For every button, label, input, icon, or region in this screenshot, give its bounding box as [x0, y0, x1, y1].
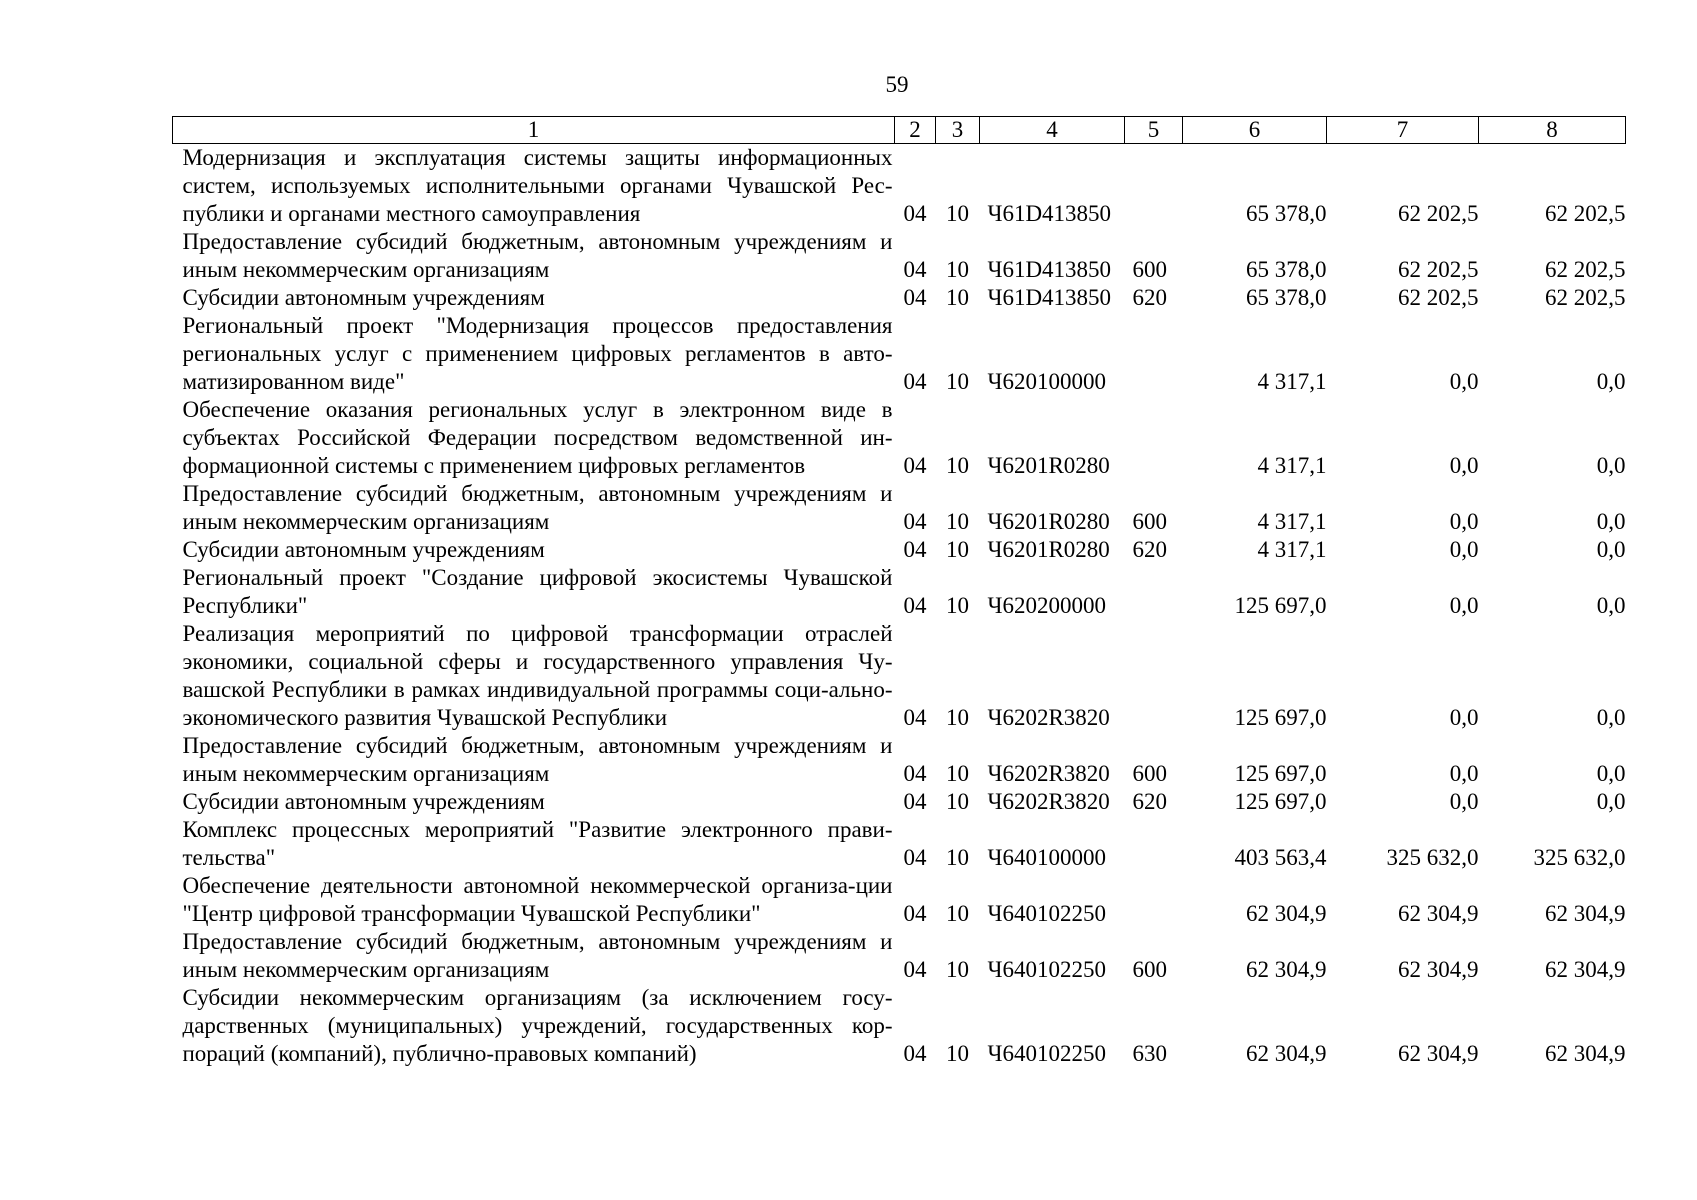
row-amount-col-6: 65 378,0 [1246, 201, 1327, 226]
row-name: Модернизация и эксплуатация системы защиты информационных систем, используемых исполнительными органами Чувашской Рес-публики и органами местного самоуправления [182, 145, 893, 226]
row-subsection: 10 [946, 593, 969, 618]
row-section: 04 [903, 957, 927, 982]
row-amount-col-8: 0,0 [1596, 789, 1626, 814]
row-amount-col-6: 62 304,9 [1246, 957, 1327, 982]
row-target-article: Ч6201R0280 [987, 537, 1110, 562]
table-row [173, 536, 1626, 564]
row-expense-type: 600 [1132, 957, 1167, 982]
row-target-article: Ч61D413850 [987, 201, 1112, 226]
row-amount-col-7: 0,0 [1449, 453, 1479, 478]
row-amount-col-6: 62 304,9 [1246, 901, 1327, 926]
row-subsection: 10 [946, 257, 969, 282]
row-target-article: Ч6201R0280 [987, 509, 1110, 534]
table-row [173, 620, 1626, 732]
row-name: Региональный проект "Создание цифровой экосистемы Чувашской Республики" [182, 565, 893, 618]
header-col-8: 8 [1479, 117, 1626, 144]
row-section: 04 [903, 761, 927, 786]
row-target-article: Ч640100000 [987, 845, 1106, 870]
row-amount-col-7: 62 304,9 [1398, 957, 1479, 982]
row-amount-col-7: 325 632,0 [1386, 845, 1479, 870]
row-target-article: Ч640102250 [987, 1041, 1106, 1066]
row-amount-col-6: 4 317,1 [1257, 453, 1327, 478]
row-subsection: 10 [946, 901, 969, 926]
row-target-article: Ч61D413850 [987, 257, 1112, 282]
row-target-article: Ч6202R3820 [987, 789, 1110, 814]
row-amount-col-6: 125 697,0 [1234, 761, 1327, 786]
row-subsection: 10 [946, 369, 969, 394]
row-subsection: 10 [946, 761, 969, 786]
header-row [173, 117, 1626, 144]
row-amount-col-8: 0,0 [1596, 705, 1626, 730]
table-row [173, 284, 1626, 312]
row-expense-type [1125, 872, 1183, 928]
row-subsection: 10 [946, 1041, 969, 1066]
row-amount-col-8: 0,0 [1596, 593, 1626, 618]
row-amount-col-7: 62 202,5 [1398, 201, 1479, 226]
table-row [173, 984, 1626, 1068]
row-amount-col-8: 0,0 [1596, 509, 1626, 534]
row-amount-col-8: 0,0 [1596, 761, 1626, 786]
row-name: Комплекс процессных мероприятий "Развитие электронного прави-тельства" [182, 817, 893, 870]
row-name: Предоставление субсидий бюджетным, автономным учреждениям и иным некоммерческим организациям [182, 481, 893, 534]
row-subsection: 10 [946, 201, 969, 226]
page-number: 59 [885, 72, 909, 97]
table-row [173, 228, 1626, 284]
row-target-article: Ч61D413850 [987, 285, 1112, 310]
row-amount-col-7: 0,0 [1449, 509, 1479, 534]
row-section: 04 [903, 705, 927, 730]
row-amount-col-8: 0,0 [1596, 369, 1626, 394]
row-section: 04 [903, 537, 927, 562]
row-amount-col-8: 62 304,9 [1545, 901, 1626, 926]
header-col-1: 1 [173, 117, 895, 144]
row-amount-col-7: 62 202,5 [1398, 285, 1479, 310]
row-amount-col-7: 0,0 [1449, 593, 1479, 618]
row-amount-col-6: 125 697,0 [1234, 789, 1327, 814]
row-expense-type: 620 [1132, 537, 1167, 562]
row-amount-col-6: 125 697,0 [1234, 705, 1327, 730]
row-section: 04 [903, 257, 927, 282]
row-amount-col-8: 0,0 [1596, 453, 1626, 478]
header-col-6: 6 [1183, 117, 1327, 144]
row-section: 04 [903, 901, 927, 926]
row-expense-type: 600 [1132, 257, 1167, 282]
row-amount-col-7: 62 304,9 [1398, 1041, 1479, 1066]
row-subsection: 10 [946, 705, 969, 730]
row-subsection: 10 [946, 509, 969, 534]
row-name: Субсидии автономным учреждениям [182, 285, 545, 310]
row-amount-col-8: 62 202,5 [1545, 285, 1626, 310]
row-expense-type: 600 [1132, 509, 1167, 534]
row-subsection: 10 [946, 537, 969, 562]
row-expense-type: 600 [1132, 761, 1167, 786]
row-amount-col-7: 0,0 [1449, 789, 1479, 814]
row-amount-col-8: 62 202,5 [1545, 257, 1626, 282]
row-amount-col-6: 4 317,1 [1257, 537, 1327, 562]
table-row [173, 928, 1626, 984]
table-row [173, 564, 1626, 620]
row-amount-col-7: 0,0 [1449, 761, 1479, 786]
table-row [173, 732, 1626, 788]
table-row [173, 144, 1626, 229]
row-target-article: Ч620100000 [987, 369, 1106, 394]
row-section: 04 [903, 369, 927, 394]
row-expense-type: 630 [1132, 1041, 1167, 1066]
row-name: Субсидии автономным учреждениям [182, 789, 545, 814]
table-row [173, 480, 1626, 536]
row-expense-type [1125, 144, 1183, 229]
row-expense-type [1125, 620, 1183, 732]
row-name: Предоставление субсидий бюджетным, автономным учреждениям и иным некоммерческим организациям [182, 229, 893, 282]
row-section: 04 [903, 285, 927, 310]
row-amount-col-6: 4 317,1 [1257, 369, 1327, 394]
row-amount-col-8: 62 202,5 [1545, 201, 1626, 226]
row-section: 04 [903, 789, 927, 814]
header-col-3: 3 [936, 117, 980, 144]
row-subsection: 10 [946, 285, 969, 310]
header-col-5: 5 [1125, 117, 1183, 144]
row-section: 04 [903, 593, 927, 618]
row-section: 04 [903, 845, 927, 870]
row-amount-col-7: 62 304,9 [1398, 901, 1479, 926]
row-amount-col-8: 62 304,9 [1545, 957, 1626, 982]
row-section: 04 [903, 453, 927, 478]
row-expense-type: 620 [1132, 285, 1167, 310]
row-amount-col-6: 403 563,4 [1234, 845, 1327, 870]
row-target-article: Ч6201R0280 [987, 453, 1110, 478]
row-name: Субсидии автономным учреждениям [182, 537, 545, 562]
table-row [173, 872, 1626, 928]
row-name: Субсидии некоммерческим организациям (за исключением госу-дарственных (муниципальных) учреждений, государственных кор-пораций (компаний), публично-правовых компаний) [182, 985, 893, 1066]
row-target-article: Ч6202R3820 [987, 761, 1110, 786]
row-amount-col-8: 62 304,9 [1545, 1041, 1626, 1066]
header-col-4: 4 [980, 117, 1125, 144]
row-target-article: Ч640102250 [987, 957, 1106, 982]
row-subsection: 10 [946, 453, 969, 478]
table-header [173, 117, 1626, 144]
row-amount-col-6: 125 697,0 [1234, 593, 1327, 618]
row-name: Обеспечение оказания региональных услуг в электронном виде в субъектах Российской Федерации посредством ведомственной ин-формационной системы с применением цифровых регламентов [182, 397, 893, 478]
row-name: Обеспечение деятельности автономной некоммерческой организа-ции "Центр цифровой трансформации Чувашской Республики" [182, 873, 893, 926]
row-amount-col-7: 0,0 [1449, 537, 1479, 562]
row-amount-col-8: 325 632,0 [1533, 845, 1626, 870]
row-amount-col-7: 0,0 [1449, 369, 1479, 394]
row-target-article: Ч640102250 [987, 901, 1106, 926]
row-amount-col-6: 65 378,0 [1246, 257, 1327, 282]
row-section: 04 [903, 509, 927, 534]
row-subsection: 10 [946, 957, 969, 982]
table-row [173, 312, 1626, 396]
row-expense-type [1125, 564, 1183, 620]
row-expense-type: 620 [1132, 789, 1167, 814]
row-name: Предоставление субсидий бюджетным, автономным учреждениям и иным некоммерческим организациям [182, 733, 893, 786]
row-amount-col-7: 0,0 [1449, 705, 1479, 730]
budget-table [172, 116, 1626, 1068]
row-amount-col-8: 0,0 [1596, 537, 1626, 562]
row-expense-type [1125, 816, 1183, 872]
row-target-article: Ч6202R3820 [987, 705, 1110, 730]
table-row [173, 816, 1626, 872]
row-name: Региональный проект "Модернизация процессов предоставления региональных услуг с применением цифровых регламентов в авто-матизированном виде" [182, 313, 893, 394]
row-target-article: Ч620200000 [987, 593, 1106, 618]
row-name: Предоставление субсидий бюджетным, автономным учреждениям и иным некоммерческим организациям [182, 929, 893, 982]
table-row [173, 788, 1626, 816]
row-amount-col-7: 62 202,5 [1398, 257, 1479, 282]
row-amount-col-6: 65 378,0 [1246, 285, 1327, 310]
header-col-2: 2 [895, 117, 936, 144]
table-row [173, 396, 1626, 480]
row-amount-col-6: 62 304,9 [1246, 1041, 1327, 1066]
row-amount-col-6: 4 317,1 [1257, 509, 1327, 534]
table-body [173, 144, 1626, 1069]
row-expense-type [1125, 312, 1183, 396]
row-subsection: 10 [946, 789, 969, 814]
row-expense-type [1125, 396, 1183, 480]
row-section: 04 [903, 1041, 927, 1066]
row-subsection: 10 [946, 845, 969, 870]
row-name: Реализация мероприятий по цифровой трансформации отраслей экономики, социальной сферы и государственного управления Чу-вашской Республики в рамках индивидуальной программы соци-ально-экономического развития Чувашской Республики [182, 621, 893, 730]
header-col-7: 7 [1327, 117, 1479, 144]
row-section: 04 [903, 201, 927, 226]
